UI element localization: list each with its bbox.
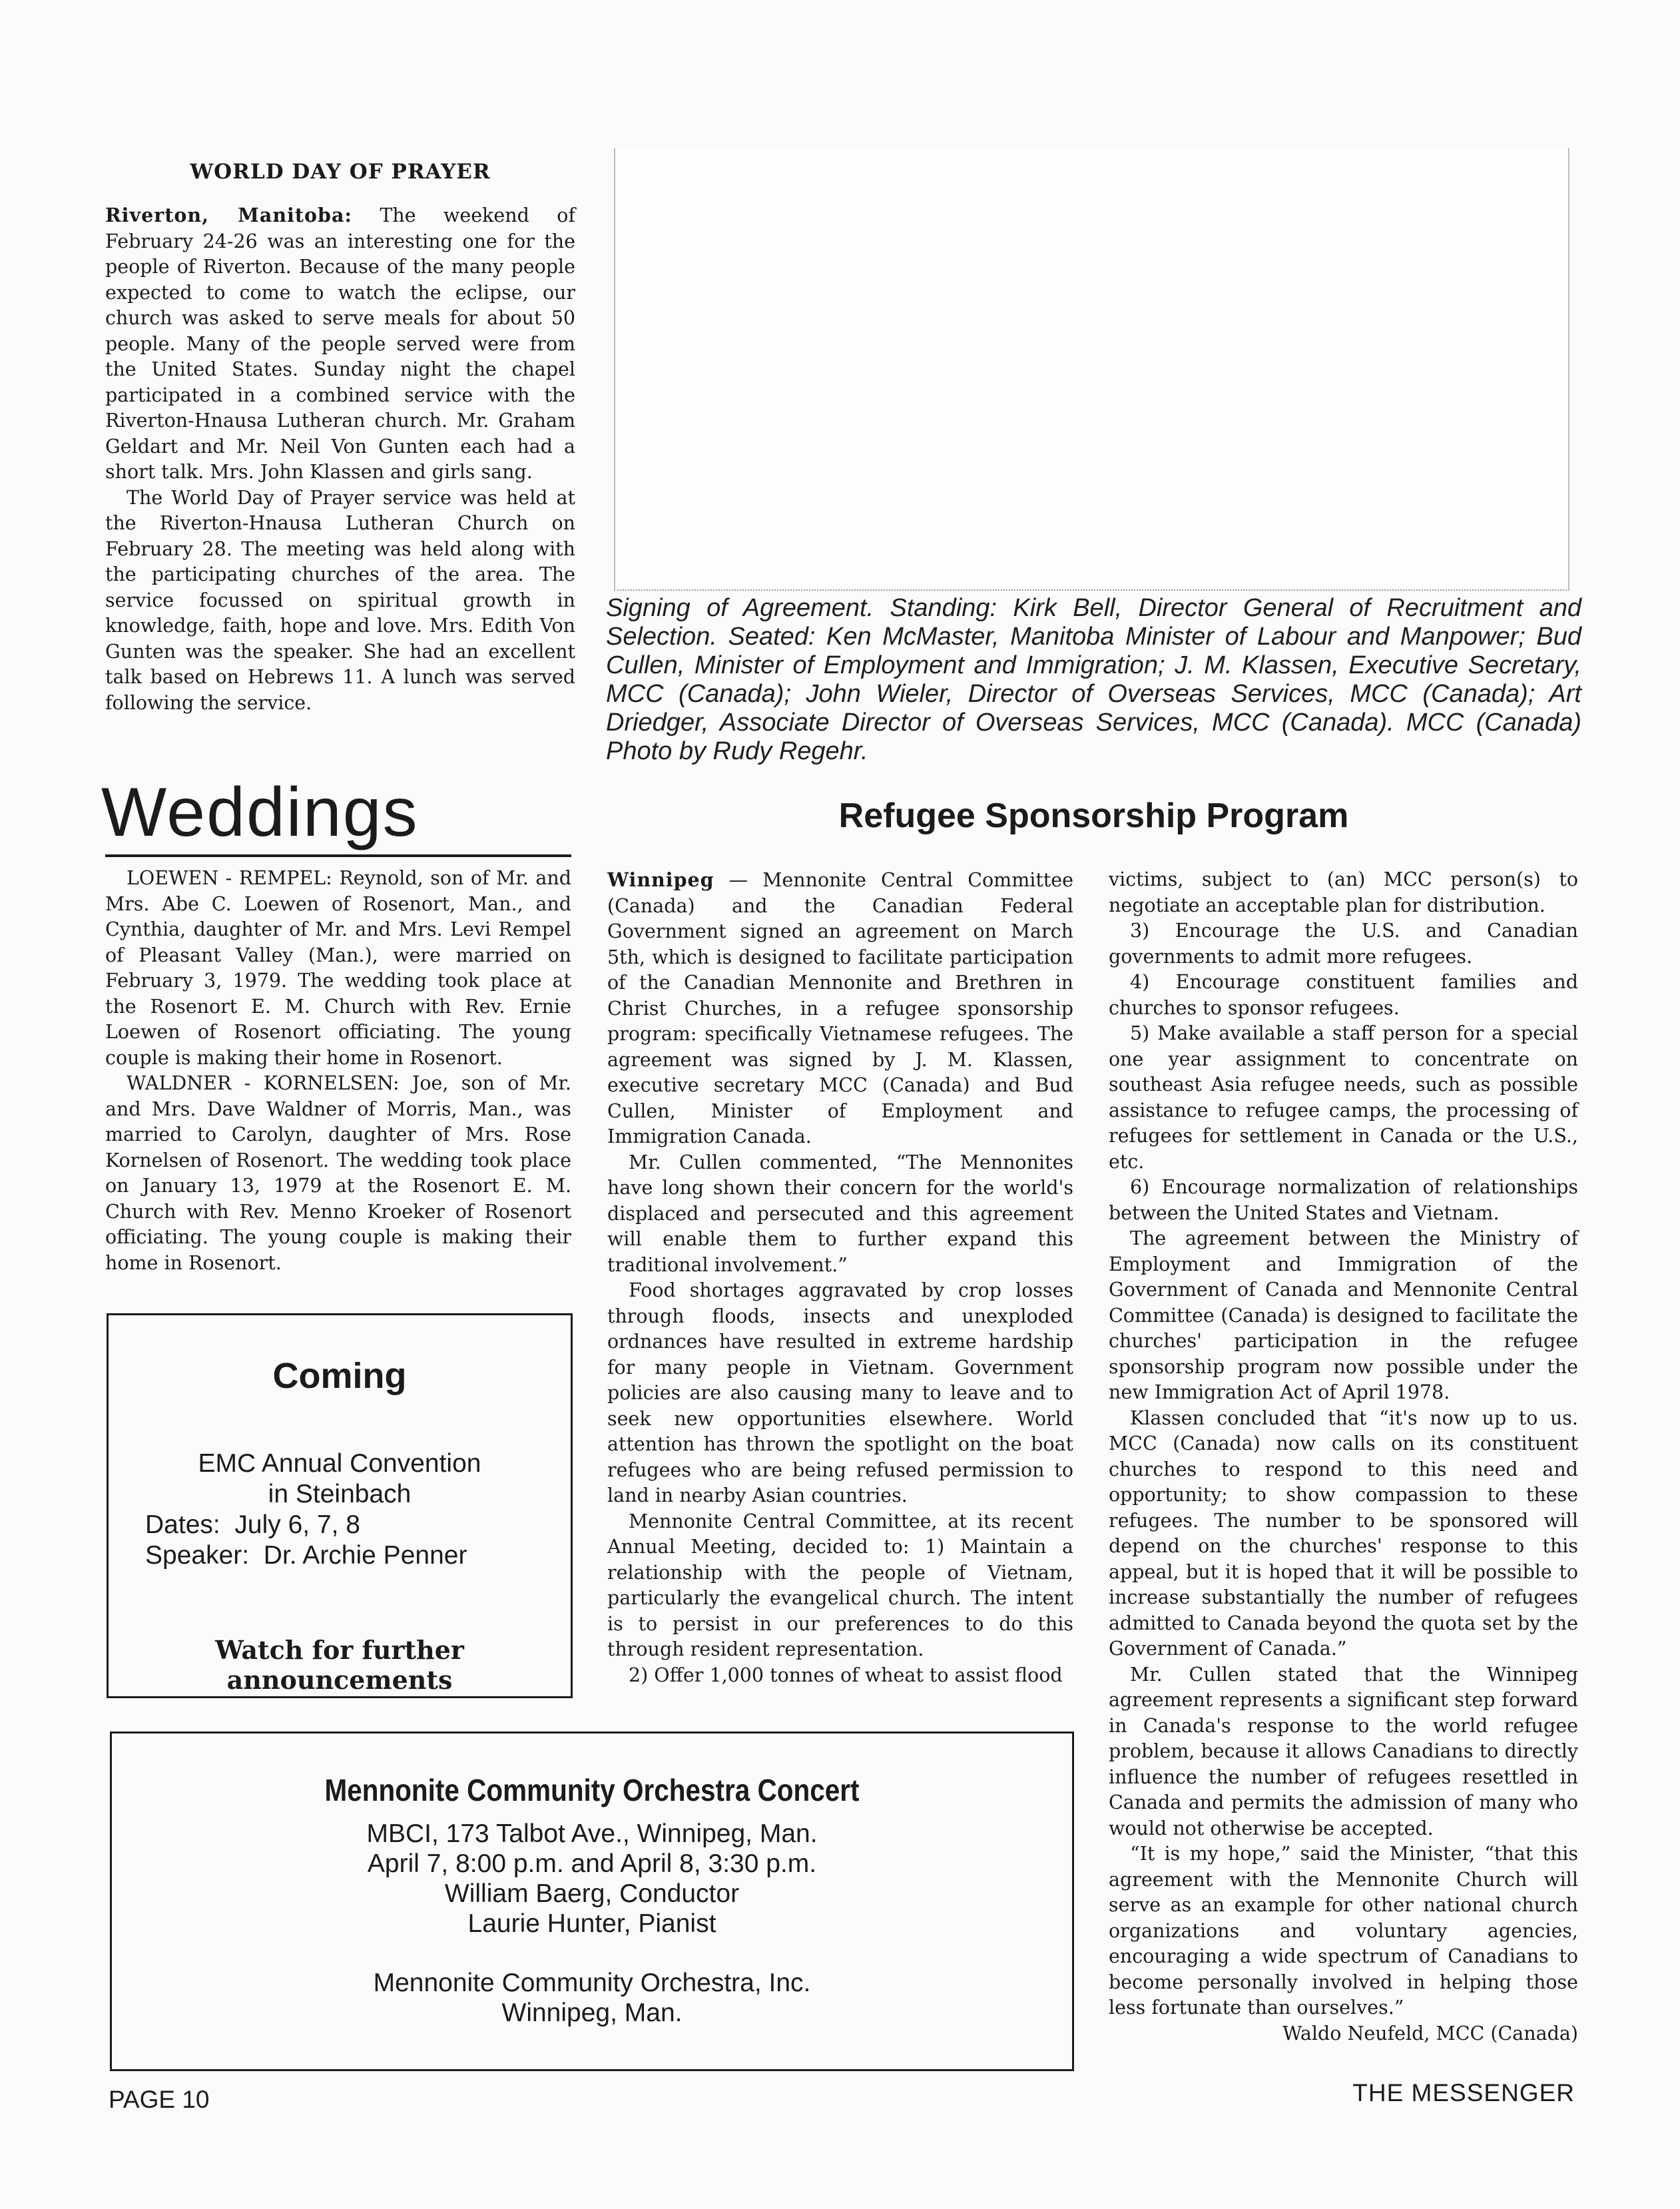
publication-name: THE MESSENGER [1352,2079,1575,2106]
coming-box [107,1313,573,1698]
concert-line: MBCI, 173 Talbot Ave., Winnipeg, Man. [366,1819,818,1848]
prayer-dateline: Riverton, Manitoba: [105,204,352,226]
weddings-body [105,866,571,1276]
prayer-paragraph: Riverton, Manitoba: The weekend of February 24-26 was an interesting one for the people of Riverton. Because of the many people expected to come to watch the eclipse, our church was asked to serve meals for about 50 people. Many of the people served were from the United States. Sunday night the chapel participated in a combined service with the Riverton-Hnausa Lutheran church. Mr. Graham Geldart and Mr. Neil Von Gunten each had a short talk. Mrs. John Klassen and girls sang. [105,204,576,483]
concert-line: April 7, 8:00 p.m. and April 8, 3:30 p.m. [367,1849,817,1878]
concert-line: William Baerg, Conductor [444,1879,740,1908]
convention-speaker: Speaker: Dr. Archie Penner [145,1541,467,1570]
refugee-paragraph: Mr. Cullen stated that the Winnipeg agreement represents a significant step forward in Canada's response to the world refugee problem, because it allows Canadians to directly influence the number of refugees resettled in Canada and permits the admission of many who would not otherwise be accepted. [1109,1663,1578,1839]
photo [614,148,1569,591]
refugee-paragraph: The agreement between the Ministry of Employment and Immigration of the Government of Canada and Mennonite Central Committee (Canada) is designed to facilitate the churches' participation in the refugee sponsorship program now possible under the new Immigration Act of April 1978. [1109,1227,1578,1403]
refugee-paragraph: Klassen concluded that “it's now up to us. MCC (Canada) now calls on its constituent churches to respond to this need and opportunity; to show compassion to these refugees. The number to be sponsored will depend on the churches' response to this appeal, but it is hoped that it will be possible to increase substantially the number of refugees admitted to Canada beyond the quota set by the Government of Canada.” [1109,1407,1578,1660]
prayer-article [105,160,575,716]
concert-location: Winnipeg, Man. [501,1999,683,2027]
refugee-paragraph: 3) Encourage the U.S. and Canadian governments to admit more refugees. [1109,920,1578,968]
wedding-announcement: LOEWEN - REMPEL: Reynold, son of Mr. and Mrs. Abe C. Loewen of Rosenort, Man., and Cynthia, daughter of Mr. and Mrs. Levi Rempel of Pleasant Valley (Man.), were married on February 3, 1979. The wedding took place at the Rosenort E. M. Church with Rev. Ernie Loewen of Rosenort officiating. The young couple is making their home in Rosenort. [105,867,571,1069]
refugee-paragraph: 5) Make available a staff person for a special one year assignment to concentrate on southeast Asia refugee needs, such as possible assistance to refugee camps, the processing of refugees for settlement in Canada or the U.S., etc. [1109,1022,1578,1173]
refugee-paragraph: 2) Offer 1,000 tonnes of wheat to assist flood [629,1664,1063,1686]
weddings-rule [105,854,571,857]
refugee-paragraph: Winnipeg — Mennonite Central Committee (Canada) and the Canadian Federal Government signed an agreement on March 5th, which is designed to facilitate participation of the Canadian Mennonite and Brethren in Christ Churches, in a refugee sponsorship program: specifically Vietnamese refugees. The agreement was signed by J. M. Klassen, executive secretary MCC (Canada) and Bud Cullen, Minister of Employment and Immigration Canada. [607,868,1073,1147]
convention-place: in Steinbach [268,1480,412,1508]
prayer-heading: WORLD DAY OF PRAYER [190,160,491,184]
refugee-paragraph: “It is my hope,” said the Minister, “that this agreement with the Mennonite Church will serve as an example for other national church organizations and voluntary agencies, encouraging a wide spectrum of Canadians to become personally involved in helping those less fortunate than ourselves.” [1109,1843,1578,2019]
refugee-paragraph: Mr. Cullen commented, “The Mennonites have long shown their concern for the world's displaced and persecuted and this agreement will enable them to further expand this traditional involvement.” [607,1151,1073,1276]
refugee-paragraph: Food shortages aggravated by crop losses through floods, insects and unexploded ordnances have resulted in extreme hardship for many people in Vietnam. Government policies are also causing many to leave and to seek new opportunities elsewhere. World attention has thrown the spotlight on the boat refugees who are being refused permission to land in nearby Asian countries. [607,1279,1073,1506]
refugee-dateline: Winnipeg [607,868,714,891]
prayer-paragraph: The World Day of Prayer service was held at the Riverton-Hnausa Lutheran Church on February 28. The meeting was held along with the participating churches of the area. The service focussed on spiritual growth in knowledge, faith, hope and love. Mrs. Edith Von Gunten was the speaker. She had an excellent talk based on Hebrews 11. A lunch was served following the service. [105,486,575,714]
photo-caption: Signing of Agreement. Standing: Kirk Bell, Director General of Recruitment and Selection. Seated: Ken McMaster, Manitoba Minister of Labour and Manpower; Bud Cullen, Minister of Employment and Immigration; J. M. Klassen, Executive Secretary, MCC (Canada); John Wieler, Director of Overseas Services, MCC (Canada); Art Driedger, Associate Director of Overseas Services, MCC (Canada). MCC (Canada) Photo by Rudy Regehr. [606,594,1581,765]
coming-footer: Watch for further announcements [215,1635,464,1695]
concert-box [110,1732,1074,2071]
refugee-paragraph: 4) Encourage constituent families and churches to sponsor refugees. [1109,971,1578,1019]
weddings-heading: Weddings [101,774,419,851]
wedding-announcement: WALDNER - KORNELSEN: Joe, son of Mr. and Mrs. Dave Waldner of Morris, Man., was married to Carolyn, daughter of Mrs. Rose Kornelsen of Rosenort. The wedding took place on January 13, 1979 at the Rosenort E. M. Church with Rev. Menno Kroeker of Rosenort officiating. The young couple is making their home in Rosenort. [105,1072,571,1274]
refugee-column-2 [1109,867,1578,2047]
refugee-column-1 [607,867,1073,1688]
concert-title: Mennonite Community Orchestra Concert [324,1773,860,1807]
coming-title: Coming [272,1356,407,1396]
concert-organizer: Mennonite Community Orchestra, Inc. [373,1969,811,1997]
refugee-headline: Refugee Sponsorship Program [838,796,1349,835]
page-number: PAGE 10 [109,2086,210,2113]
convention-name: EMC Annual Convention [198,1449,481,1478]
refugee-author: Waldo Neufeld, MCC (Canada) [1282,2022,1578,2045]
concert-line: Laurie Hunter, Pianist [467,1909,716,1938]
refugee-paragraph: 6) Encourage normalization of relationships between the United States and Vietnam. [1109,1176,1578,1224]
convention-dates: Dates: July 6, 7, 8 [145,1510,360,1539]
refugee-paragraph: Mennonite Central Committee, at its recent Annual Meeting, decided to: 1) Maintain a relationship with the people of Vietnam, particularly the evangelical church. The intent is to persist in our preferences to do this through resident representation. [607,1510,1073,1660]
prayer-body [105,202,575,716]
refugee-paragraph: victims, subject to (an) MCC person(s) to negotiate an acceptable plan for distribution. [1109,868,1578,916]
